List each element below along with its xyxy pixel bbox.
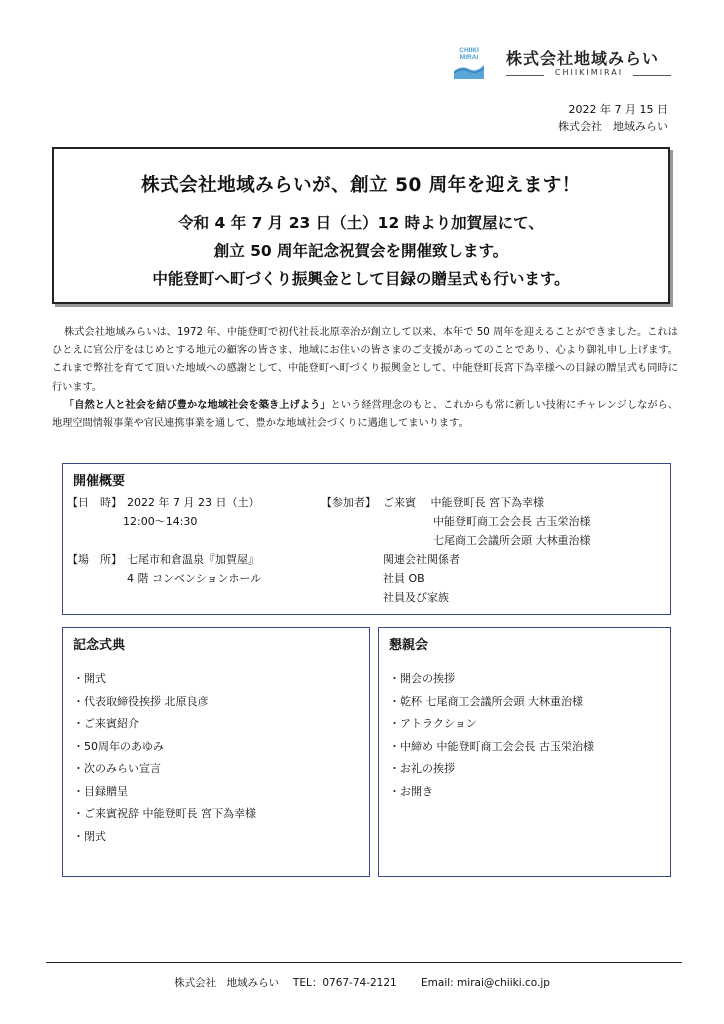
headline-box xyxy=(52,147,670,304)
party-box xyxy=(378,627,671,877)
list-item: ・お開き xyxy=(389,784,433,798)
overview-place-label: 【場 所】 xyxy=(67,553,122,566)
headline-title: 株式会社地域みらいが、創立 50 周年を迎えます！ xyxy=(141,175,581,196)
corporate-motto: 「自然と人と社会を結び豊かな地域社会を築き上げよう」 xyxy=(64,399,331,411)
attendee-guest-1: ご来賓 中能登町長 宮下為幸様 xyxy=(383,496,544,509)
footer-contact: 株式会社 地域みらい TEL：0767-74-2121 Email: mirai@chiiki.co.jp xyxy=(174,977,550,989)
logo-badge-line2: MIRAI xyxy=(459,54,479,61)
headline-line-1: 令和 4 年 7 月 23 日（土）12 時より加賀屋にて、 xyxy=(178,214,544,232)
list-item: ・開会の挨拶 xyxy=(389,672,455,685)
list-item: ・次のみらい宣言 xyxy=(73,762,161,775)
list-item: ・50周年のあゆみ xyxy=(73,739,164,753)
company-logo xyxy=(454,43,694,91)
logo-badge-icon xyxy=(454,43,484,79)
logo-badge-line1: CHIIKI xyxy=(459,47,479,54)
attendee-guest-3: 七尾商工会議所会頭 大林重治様 xyxy=(433,534,591,547)
body-paragraph-2 xyxy=(52,397,678,433)
attendee-group-1: 関連会社関係者 xyxy=(383,553,460,566)
body-paragraph-1: 株式会社地域みらいは、1972 年、中能登町で初代社長北原幸治が創立して以来、本年で 50 周年を迎えることができました。これはひとえに官公庁をはじめとする地元の顧客の皆さま、地域にお住いの皆さまのご支援があってのことであり、心より御礼申し上げます。これまで弊社を育てて頂いた地域への感謝として、中能登町へ町づくり振興金として、中能登町長宮下為幸様への目録の贈呈式も同時に行います。 xyxy=(52,327,678,393)
list-item: ・アトラクション xyxy=(389,717,477,730)
logo-rule-left xyxy=(506,75,544,76)
attendee-group-3: 社員及び家族 xyxy=(383,591,449,604)
headline-line-2: 創立 50 周年記念祝賀会を開催致します。 xyxy=(213,242,509,260)
list-item: ・お礼の挨拶 xyxy=(389,762,455,775)
body-paragraph-2-text: という経営理念のもと、これからも常に新しい技術にチャレンジしながら、地理空間情報事業や官民連携事業を通して、豊かな地域社会づくりに邁進してまいります。 xyxy=(52,399,679,430)
ceremony-box xyxy=(62,627,370,877)
overview-date-label: 【日 時】 xyxy=(67,496,122,509)
overview-time-value: 12:00〜14:30 xyxy=(123,515,198,528)
list-item: ・代表取締役挨拶 北原良彦 xyxy=(73,694,209,708)
issue-info xyxy=(558,101,668,135)
list-item: ・閉式 xyxy=(73,829,106,843)
footer-divider xyxy=(46,962,682,963)
headline-line-3: 中能登町へ町づくり振興金として目録の贈呈式も行います。 xyxy=(152,270,570,288)
attendee-guest-2: 中能登町商工会会長 古玉栄治様 xyxy=(433,515,591,528)
overview-attendees-label: 【参加者】 xyxy=(321,496,376,509)
logo-rule-right xyxy=(633,75,671,76)
logo-subtitle xyxy=(506,68,671,82)
party-program-list xyxy=(389,668,594,803)
overview-heading: 開催概要 xyxy=(73,474,126,489)
overview-place-detail: 4 階 コンベンションホール xyxy=(127,572,262,585)
ceremony-program-list xyxy=(73,668,256,848)
issuer-name: 株式会社 地域みらい xyxy=(558,120,668,133)
list-item: ・乾杯 七尾商工会議所会頭 大林重治様 xyxy=(389,694,583,708)
list-item: ・開式 xyxy=(73,672,106,685)
list-item: ・目録贈呈 xyxy=(73,784,128,798)
issue-date: 2022 年 7 月 15 日 xyxy=(568,103,668,116)
attendee-group-2: 社員 OB xyxy=(383,572,425,585)
overview-date-value: 2022 年 7 月 23 日（土） xyxy=(127,496,260,509)
list-item: ・ご来賓紹介 xyxy=(73,717,139,730)
event-overview-box xyxy=(62,463,671,615)
logo-company-name: 株式会社地域みらい xyxy=(506,49,660,68)
list-item: ・中締め 中能登町商工会会長 古玉栄治様 xyxy=(389,739,594,753)
party-heading: 懇親会 xyxy=(389,638,429,653)
list-item: ・ご来賓祝辞 中能登町長 宮下為幸様 xyxy=(73,807,256,820)
overview-place-value: 七尾市和倉温泉『加賀屋』 xyxy=(127,553,259,566)
ceremony-heading: 記念式典 xyxy=(73,638,126,653)
logo-subtitle-text: CHIIKIMIRAI xyxy=(554,68,624,77)
press-release-body xyxy=(52,324,678,433)
